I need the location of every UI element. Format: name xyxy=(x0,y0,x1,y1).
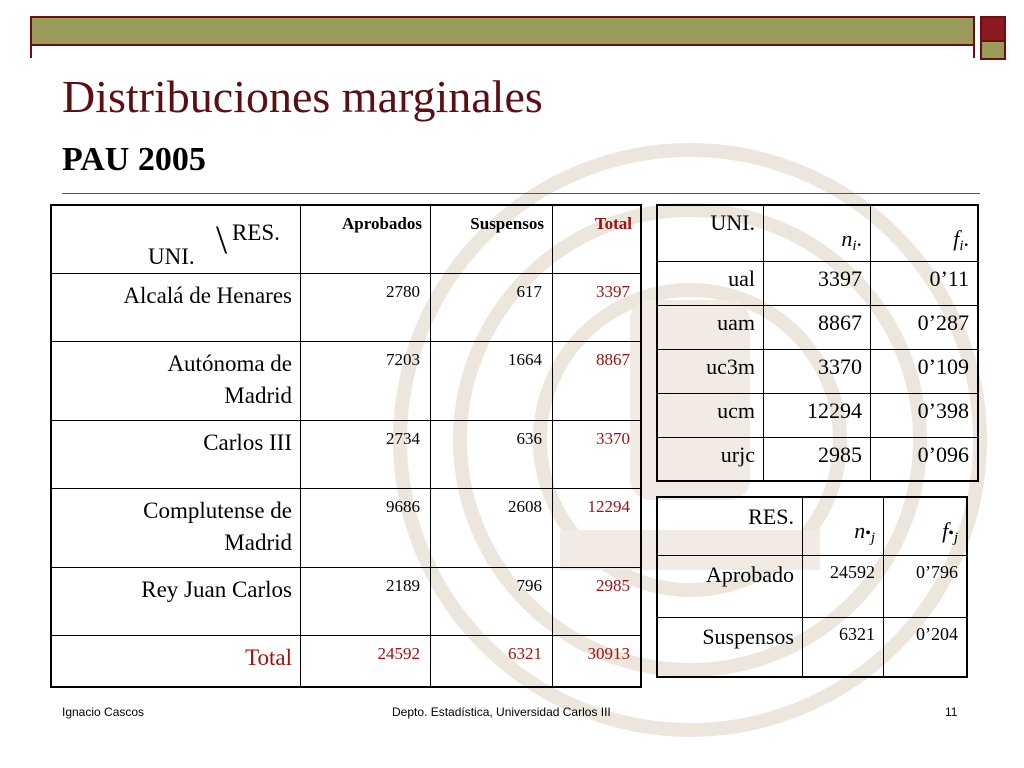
uni-f: 0’109 xyxy=(871,349,979,393)
contingency-table xyxy=(50,204,642,688)
table-row xyxy=(657,305,978,349)
res-header: RES. xyxy=(657,497,803,555)
uni-f: 0’287 xyxy=(871,305,979,349)
uni-f: 0’398 xyxy=(871,393,979,437)
corner-slash: \ xyxy=(216,217,228,262)
row-label: Alcalá de Henares xyxy=(51,273,301,341)
cell-suspensos: 796 xyxy=(431,567,553,635)
cell-suspensos: 1664 xyxy=(431,341,553,420)
uni-name: uam xyxy=(657,305,764,349)
uni-n: 3370 xyxy=(764,349,871,393)
cell-suspensos: 617 xyxy=(431,273,553,341)
uni-f: 0’096 xyxy=(871,437,979,481)
uni-name: urjc xyxy=(657,437,764,481)
cell-aprobados: 7203 xyxy=(301,341,431,420)
footer-page-number: 11 xyxy=(945,705,958,719)
total-suspensos: 6321 xyxy=(431,635,553,687)
table-row xyxy=(51,273,641,341)
res-n: 24592 xyxy=(803,555,884,617)
uni-name: ucm xyxy=(657,393,764,437)
cell-total: 8867 xyxy=(553,341,642,420)
table-row xyxy=(657,349,978,393)
row-label: Rey Juan Carlos xyxy=(51,567,301,635)
corner-res-label: RES. xyxy=(232,220,280,245)
cell-aprobados: 2780 xyxy=(301,273,431,341)
top-bar-band xyxy=(32,44,973,58)
cell-aprobados: 2734 xyxy=(301,420,431,488)
table-header-row xyxy=(51,205,641,273)
cell-suspensos: 636 xyxy=(431,420,553,488)
table-row xyxy=(51,567,641,635)
table-row xyxy=(51,420,641,488)
table-row xyxy=(657,393,978,437)
row-label: Autónoma de Madrid xyxy=(51,341,301,420)
cell-suspensos: 2608 xyxy=(431,488,553,567)
table-row xyxy=(657,437,978,481)
top-decorative-bar xyxy=(30,16,975,58)
table-row xyxy=(657,617,967,677)
res-f: 0’204 xyxy=(884,617,968,677)
res-name: Suspensos xyxy=(657,617,803,677)
slide-subtitle: PAU 2005 xyxy=(62,141,206,178)
nj-header: n•j xyxy=(803,497,884,555)
table-row xyxy=(657,555,967,617)
cell-total: 3397 xyxy=(553,273,642,341)
header-suspensos: Suspensos xyxy=(431,205,553,273)
header-aprobados: Aprobados xyxy=(301,205,431,273)
res-f: 0’796 xyxy=(884,555,968,617)
total-row-label: Total xyxy=(51,635,301,687)
cell-aprobados: 9686 xyxy=(301,488,431,567)
slide-title: Distribuciones marginales xyxy=(62,71,543,122)
header-total: Total xyxy=(553,205,642,273)
uni-n: 2985 xyxy=(764,437,871,481)
total-aprobados: 24592 xyxy=(301,635,431,687)
res-marginal-table xyxy=(656,496,968,678)
res-name: Aprobado xyxy=(657,555,803,617)
corner-square-olive xyxy=(980,40,1006,60)
cell-aprobados: 2189 xyxy=(301,567,431,635)
corner-square-red xyxy=(980,16,1006,42)
uni-marginal-table xyxy=(656,204,979,482)
corner-uni-label: UNI. xyxy=(148,244,195,269)
top-bar-olive xyxy=(32,18,973,44)
uni-f: 0’11 xyxy=(871,261,979,305)
uni-n: 12294 xyxy=(764,393,871,437)
cell-total: 12294 xyxy=(553,488,642,567)
uni-name: ual xyxy=(657,261,764,305)
total-row xyxy=(51,635,641,687)
res-header-row xyxy=(657,497,967,555)
footer-department: Depto. Estadística, Universidad Carlos III xyxy=(392,705,611,719)
uni-n: 3397 xyxy=(764,261,871,305)
table-row xyxy=(51,341,641,420)
table-row xyxy=(51,488,641,567)
uni-n: 8867 xyxy=(764,305,871,349)
uni-header: UNI. xyxy=(657,205,764,261)
uni-name: uc3m xyxy=(657,349,764,393)
grand-total: 30913 xyxy=(553,635,642,687)
fi-header: $f_i$. xyxy=(871,205,979,261)
cell-total: 3370 xyxy=(553,420,642,488)
row-label: Carlos III xyxy=(51,420,301,488)
title-divider xyxy=(62,193,980,194)
uni-header-row xyxy=(657,205,978,261)
ni-header: $n_i$. xyxy=(764,205,871,261)
footer-author: Ignacio Cascos xyxy=(62,705,145,719)
res-n: 6321 xyxy=(803,617,884,677)
corner-cell xyxy=(51,205,301,273)
fj-header: f•j xyxy=(884,497,968,555)
cell-total: 2985 xyxy=(553,567,642,635)
table-row xyxy=(657,261,978,305)
row-label: Complutense de Madrid xyxy=(51,488,301,567)
